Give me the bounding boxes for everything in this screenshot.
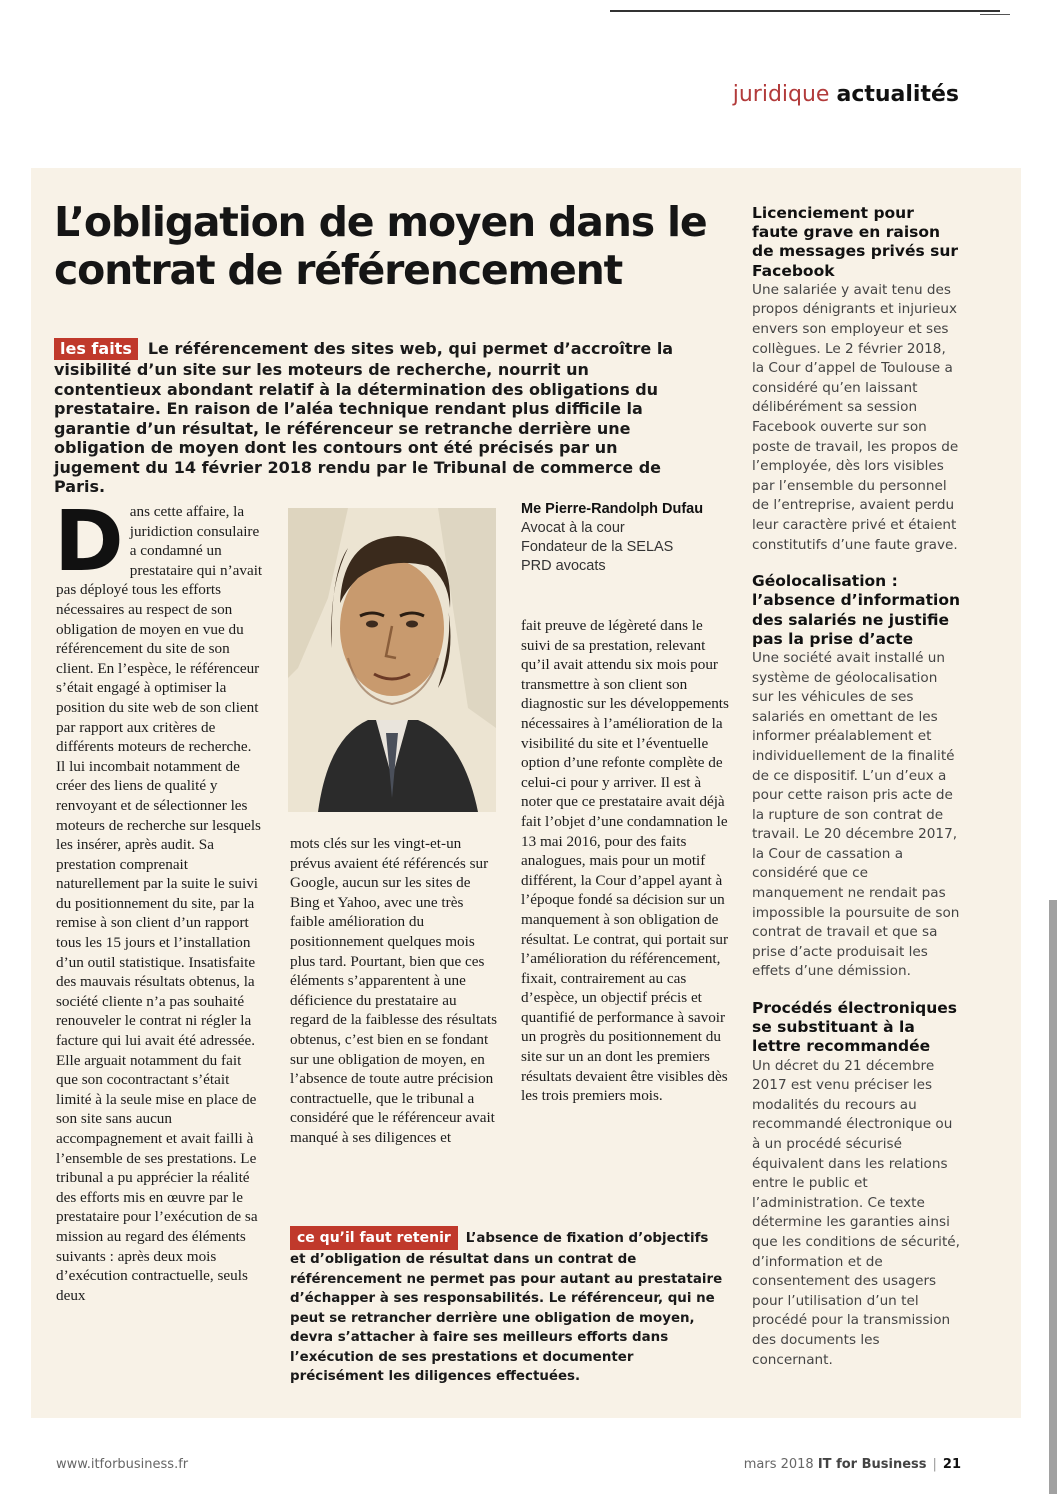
news-sidebar xyxy=(752,204,962,1387)
body-column-2: mots clés sur les vingt-et-un prévus avaient été référencés sur Google, aucun sur les sites de Bing et Yahoo, avec une très faible amélioration du positionnement quelques mois plus tard. Pourtant, bien que ces éléments s’apparentent à une déficience du prestataire au regard de la faiblesse des résultats obtenus, c’est bien en se fondant sur une obligation de moyen, en l’absence de toute autre précision contractuelle, que le tribunal a considéré que le référenceur avait manqué à ses diligences et xyxy=(290,835,498,1146)
sidebar-item-3-body: Un décret du 21 décembre 2017 est venu préciser les modalités du recours au recommandé électronique ou à un procédé sécurisé équivalent dans les relations entre le public et l’administration. Ce texte détermine les garanties ainsi que les conditions de sécurité, d’information et de consentement des usagers pour l’utilisation d’un tel procédé pour la transmission des documents les concernant. xyxy=(752,1057,960,1368)
body-column-1-text: ans cette affaire, la juridiction consulaire a condamné un prestataire qui n’avait pas déployé tous les efforts nécessaires au respect de son obligation de moyen en vue du référencement du site de son client. En l’espèce, le référenceur s’était engagé à optimiser la position du site web de son client par rapport aux critères de différents moteurs de recherche. Il lui incombait notamment de créer des liens de qualité y renvoyant et de sélectionner les moteurs de recherche sur lesquels les insérer, après audit. Sa prestation comprenait naturellement par la suite le suivi du positionnement du site, par la remise à son client d’un rapport tous les 15 jours et l’installation d’un outil statistique. Insatisfaite des mauvais résultats obtenus, la société cliente n’a pas souhaité renouveler le contrat ni régler la facture qui lui avait été adressée. Elle arguait notamment du fait que son cocontractant s’était limité à la seule mise en place de son site sans aucun accompagnement et avait failli à l’ensemble de ses prestations. Le tribunal a pu apprécier la réalité des efforts mis en œuvre par le prestataire pour l’exécution de sa mission au regard des éléments suivants : après deux mois d’exécution contractuelle, seuls deux xyxy=(56,503,263,1304)
sidebar-item-1-title: Licenciement pour faute grave en raison de messages privés sur Facebook xyxy=(752,204,959,280)
author-block xyxy=(521,500,741,576)
takeaway-tag: ce qu’il faut retenir xyxy=(290,1226,458,1250)
lead-text: Le référencement des sites web, qui permet d’accroître la visibilité d’un site sur les moteurs de recherche, nourrit un contentieux abondant relatif à la détermination des obligations du prestataire. En raison de l’aléa technique rendant plus difficile la garantie d’un résultat, le référenceur se retranche derrière une obligation de moyen dont les contours ont été précisés par un jugement du 14 février 2018 rendu par le Tribunal de commerce de Paris. xyxy=(54,339,674,496)
drop-cap: D xyxy=(54,492,124,590)
top-rule xyxy=(610,10,1000,12)
portrait-drawing xyxy=(288,508,496,812)
author-role-1: Avocat à la cour xyxy=(521,520,625,536)
footer-date: mars 2018 xyxy=(743,1457,814,1472)
section-header xyxy=(733,82,959,107)
subsection-label: actualités xyxy=(836,82,959,107)
top-rule-mark xyxy=(980,14,1010,15)
takeaway-text: L’absence de fixation d’objectifs et d’obligation de résultat dans un contrat de référencement ne permet pas pour autant au prestataire d’échapper à ses responsabilités. Le référenceur, qui ne peut se retrancher derrière une obligation de moyen, devra s’attacher à faire ses meilleurs efforts dans l’exécution de ses prestations et documenter précisément les diligences effectuées. xyxy=(290,1231,723,1384)
author-portrait xyxy=(288,508,496,812)
footer-info xyxy=(744,1457,961,1472)
page-number: 21 xyxy=(942,1457,961,1472)
footer-url: www.itforbusiness.fr xyxy=(56,1457,189,1472)
footer-separator: | xyxy=(932,1457,937,1472)
scan-edge xyxy=(1049,900,1057,1494)
body-column-1 xyxy=(54,492,264,1305)
section-label: juridique xyxy=(732,82,830,107)
sidebar-item-2-body: Une société avait installé un système de géolocalisation sur les véhicules de ses salariés en omettant de les informer préalablement et individuellement de la finalité de ce dispositif. L’un d’eux a pour cette raison pris acte de la rupture de son contrat de travail. Le 20 décembre 2017, la Cour de cassation a considéré que ce manquement ne rendait pas impossible la poursuite de son contrat de travail et que sa prise d’acte produisait les effets d’une démission. xyxy=(752,649,960,980)
article-title: L’obligation de moyen dans le contrat de référencement xyxy=(54,198,707,294)
author-role-2: Fondateur de la SELAS xyxy=(521,539,674,555)
article-lead xyxy=(54,338,694,497)
key-takeaway xyxy=(290,1226,725,1387)
lead-tag: les faits xyxy=(54,338,138,360)
footer-magazine: IT for Business xyxy=(817,1457,927,1472)
body-column-3: fait preuve de légèreté dans le suivi de sa prestation, relevant qu’il avait attendu six mois pour transmettre à son client son diagnostic sur les développements nécessaires à l’amélioration de la visibilité du site et l’éventuelle option d’une refonte complète de celui-ci pour y arriver. Il est à noter que ce prestataire avait déjà fait l’objet d’une condamnation le 13 mai 2016, pour des faits analogues, mais pour un motif différent, la Cour d’appel ayant à l’époque fondé sa décision sur un manquement à son obligation de résultat. Le contrat, qui portait sur l’amélioration du référencement, fixait, contrairement au cas d’espèce, un objectif précis et quantifié de performance à savoir un progrès du positionnement du site sur un an dont les premiers résultats devaient être visibles dès les trois premiers mois. xyxy=(521,617,729,1105)
sidebar-item-3-title: Procédés électroniques se substituant à la lettre recommandée xyxy=(752,999,958,1056)
author-name: Me Pierre-Randolph Dufau xyxy=(521,501,704,517)
author-role-3: PRD avocats xyxy=(521,558,606,574)
sidebar-item-1-body: Une salariée y avait tenu des propos dénigrants et injurieux envers son employeur et ses collègues. Le 2 février 2018, la Cour d’appel de Toulouse a considéré qu’en laissant délibérément sa session Facebook ouverte sur son poste de travail, les propos de l’employée, dès lors visibles par l’ensemble du personnel de l’entreprise, avaient perdu leur caractère privé et étaient constitutifs d’une faute grave. xyxy=(752,281,959,553)
sidebar-item-2-title: Géolocalisation : l’absence d’information des salariés ne justifie pas la prise d’acte xyxy=(752,572,961,648)
